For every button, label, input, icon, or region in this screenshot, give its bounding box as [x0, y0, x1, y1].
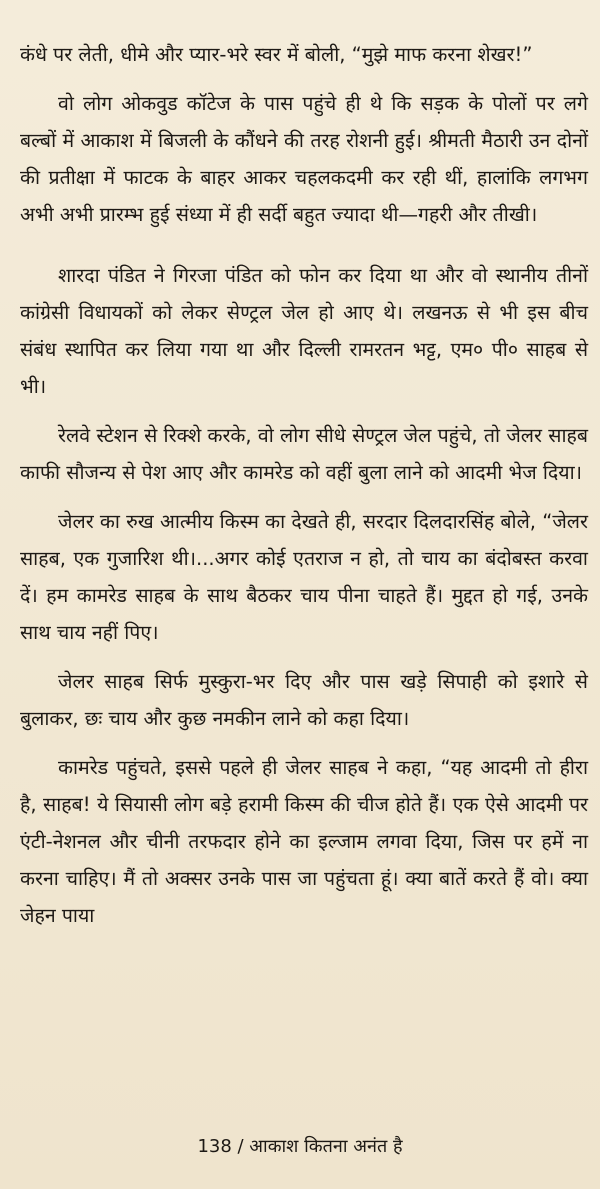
paragraph-6: जेलर साहब सिर्फ मुस्कुरा-भर दिए और पास खड़े सिपाही को इशारे से बुलाकर, छः चाय और कुछ नमकीन लाने को कहा दिया।: [20, 670, 588, 730]
paragraph-2: वो लोग ओकवुड कॉटेज के पास पहुंचे ही थे कि सड़क के पोलों पर लगे बल्बों में आकाश में बिजली के कौंधने की तरह रोशनी हुई। श्रीमती मैठारी उन दोनों की प्रतीक्षा में फाटक के बाहर आकर चहलकदमी कर रही थीं, हालांकि लगभग अभी अभी प्रारम्भ हुई संध्या में ही सर्दी बहुत ज्यादा थी—गहरी और तीखी।: [20, 92, 588, 226]
paragraph-1: कंधे पर लेती, धीमे और प्यार-भरे स्वर में बोली, “मुझे माफ करना शेखर!”: [20, 43, 533, 66]
page-body-text: [20, 36, 588, 934]
paragraph-4: रेलवे स्टेशन से रिक्शे करके, वो लोग सीधे सेण्ट्रल जेल पहुंचे, तो जेलर साहब काफी सौजन्य से पेश आए और कामरेड को वहीं बुला लाने को आदमी भेज दिया।: [20, 424, 588, 484]
page-footer: 138 / आकाश कितना अनंत है: [197, 1136, 403, 1157]
paragraph-7: कामरेड पहुंचते, इससे पहले ही जेलर साहब ने कहा, “यह आदमी तो हीरा है, साहब! ये सियासी लोग बड़े हरामी किस्म की चीज होते हैं। एक ऐसे आदमी पर एंटी-नेशनल और चीनी तरफदार होने का इल्जाम लगवा दिया, जिस पर हमें ना करना चाहिए। मैं तो अक्सर उनके पास जा पहुंचता हूं। क्या बातें करते हैं वो। क्या जेहन पाया: [20, 756, 588, 927]
paragraph-3: शारदा पंडित ने गिरजा पंडित को फोन कर दिया था और वो स्थानीय तीनों कांग्रेसी विधायकों को लेकर सेण्ट्रल जेल हो आए थे। लखनऊ से भी इस बीच संबंध स्थापित कर लिया गया था और दिल्ली रामरतन भट्ट, एम० पी० साहब से भी।: [20, 264, 588, 398]
paragraph-5: जेलर का रुख आत्मीय किस्म का देखते ही, सरदार दिलदारसिंह बोले, “जेलर साहब, एक गुजारिश थी।...अगर कोई एतराज न हो, तो चाय का बंदोबस्त करवा दें। हम कामरेड साहब के साथ बैठकर चाय पीना चाहते हैं। मुद्दत हो गई, उनके साथ चाय नहीं पिए।: [20, 510, 588, 644]
